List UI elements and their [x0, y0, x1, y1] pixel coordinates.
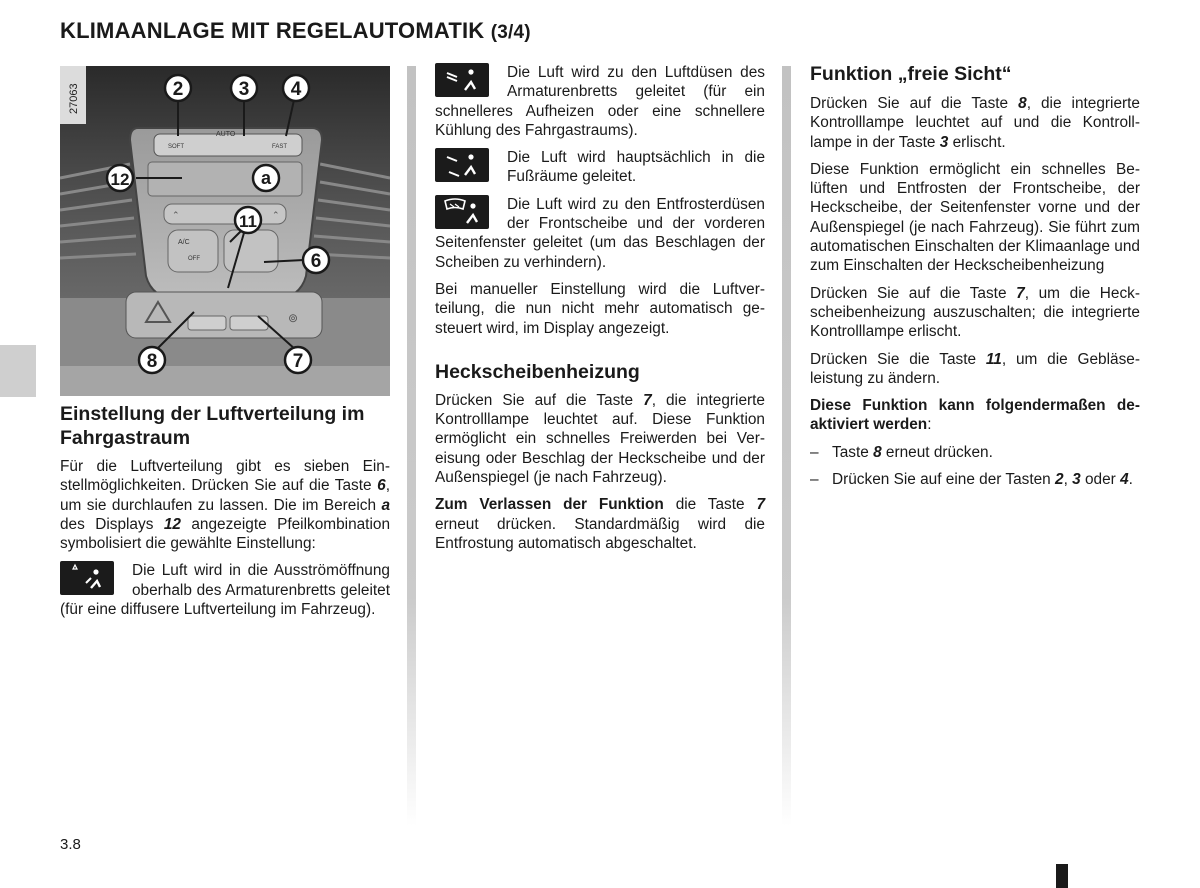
callout-3: 3 — [238, 79, 250, 100]
callout-2: 2 — [172, 79, 184, 100]
column-divider-1 — [407, 66, 416, 826]
paragraph: Zum Verlassen der Funktion die Taste 7 erneut drücken. Standardmäßig wird die Entfrostung automatisch abgeschaltet. — [435, 496, 765, 552]
icon-entry: Die Luft wird zu den Entfrosterdüsen der Frontscheibe und der vorderen Seitenfenster geleitet (um das Beschlagen der Scheiben zu verhindern). — [435, 195, 765, 271]
column-2 — [435, 63, 765, 561]
paragraph: Diese Funktion ermöglicht ein schnelles Belüften und Entfrosten der Frontscheibe, der Heckscheibe, der Seitenfenster vorne und der Außenspiegel (je nach Fahrzeug). Sie führt zum automatischen Einschalten der Klimaanlage und zum Einschalten der Heckscheibenheizung — [810, 160, 1140, 275]
svg-text:⌃: ⌃ — [272, 210, 280, 220]
paragraph: Drücken Sie auf die Taste 7, um die Heckscheibenheizung auszuschalten; die integrierte Kontrolllampe erlischt. — [810, 284, 1141, 341]
chapter-tab — [0, 345, 36, 397]
icon-entry: Die Luft wird hauptsächlich in die Fußräume geleitet. — [435, 148, 765, 187]
vent-defrost-icon — [435, 195, 489, 229]
column-divider-2 — [782, 66, 791, 826]
column-1 — [60, 402, 390, 627]
callout-6: 6 — [310, 251, 322, 272]
page-number: 3.8 — [60, 836, 81, 853]
callout-12: 12 — [110, 170, 130, 189]
fast-label: FAST — [272, 144, 288, 150]
callout-4: 4 — [290, 79, 302, 100]
callout-7: 7 — [292, 351, 304, 372]
section-heading-air-distribution: Einstellung der Luftverteilung im Fahrgastraum — [60, 403, 365, 449]
climate-panel-photo — [60, 66, 390, 396]
soft-label: SOFT — [168, 144, 184, 150]
paragraph: Für die Luftverteilung gibt es sieben Einstellmöglichkeiten. Drücken Sie auf die Taste 6, um sie durchlaufen zu lassen. Die im Bereich a des Displays 12 angezeigte Pfeilkombination symbolisiert die gewählte Einstellung: — [60, 458, 390, 553]
list-item: – Taste 8 erneut drücken. — [810, 443, 993, 461]
paragraph: Diese Funktion kann folgendermaßen deaktiviert werden: — [810, 397, 1140, 434]
paragraph: Bei manueller Einstellung wird die Luftverteilung, die nun nicht mehr automatisch gesteuert wird, im Display angezeigt. — [435, 280, 765, 337]
off-label: OFF — [188, 256, 200, 262]
svg-text:⊚: ⊚ — [288, 311, 299, 325]
page-title: KLIMAANLAGE MIT REGELAUTOMATIK (3/4) — [60, 18, 531, 43]
list-item: – Drücken Sie auf eine der Tasten 2, 3 oder 4. — [810, 471, 1133, 489]
svg-text:⌃: ⌃ — [172, 210, 180, 220]
section-heading-rear-heating: Heckscheibenheizung — [435, 360, 640, 383]
column-3 — [810, 62, 1140, 497]
section-heading-clear-view: Funktion „freie Sicht“ — [810, 63, 1012, 85]
thumb-index-mark — [1056, 864, 1068, 888]
paragraph: Drücken Sie auf die Taste 7, die integrierte Kontrolllampe leuchtet auf. Diese Funktion ermöglicht ein schnelles Freiwerden bei Vereisung oder Beschlag der Heckscheibe und der Außenspiegel (je nach Fahrzeug). — [435, 391, 765, 487]
vent-feet-icon — [435, 148, 489, 182]
paragraph: Drücken Sie auf die Taste 8, die integrierte Kontrolllampe leuchtet auf und die Kontrolllampe in der Taste 3 erlischt. — [810, 95, 1140, 151]
figure-ref-code: 27063 — [68, 83, 80, 114]
vent-face-icon — [435, 63, 489, 97]
callout-8: 8 — [146, 351, 158, 372]
callout-11: 11 — [239, 212, 257, 231]
auto-label: AUTO — [216, 131, 236, 138]
paragraph: Drücken Sie die Taste 11, um die Gebläseleistung zu ändern. — [810, 350, 1140, 387]
icon-entry: Die Luft wird in die Ausströmöffnung oberhalb des Armaturenbretts geleitet (für eine diffusere Luftverteilung im Fahrzeug). — [60, 562, 390, 619]
ac-label: A/C — [178, 239, 190, 246]
icon-entry: Die Luft wird zu den Luftdüsen des Armaturenbretts geleitet (für ein schnelleres Aufheizen oder eine schnellere Kühlung des Fahrgastraums). — [435, 64, 765, 139]
callout-a: a — [260, 168, 272, 188]
vent-windscreen-icon — [60, 561, 114, 595]
